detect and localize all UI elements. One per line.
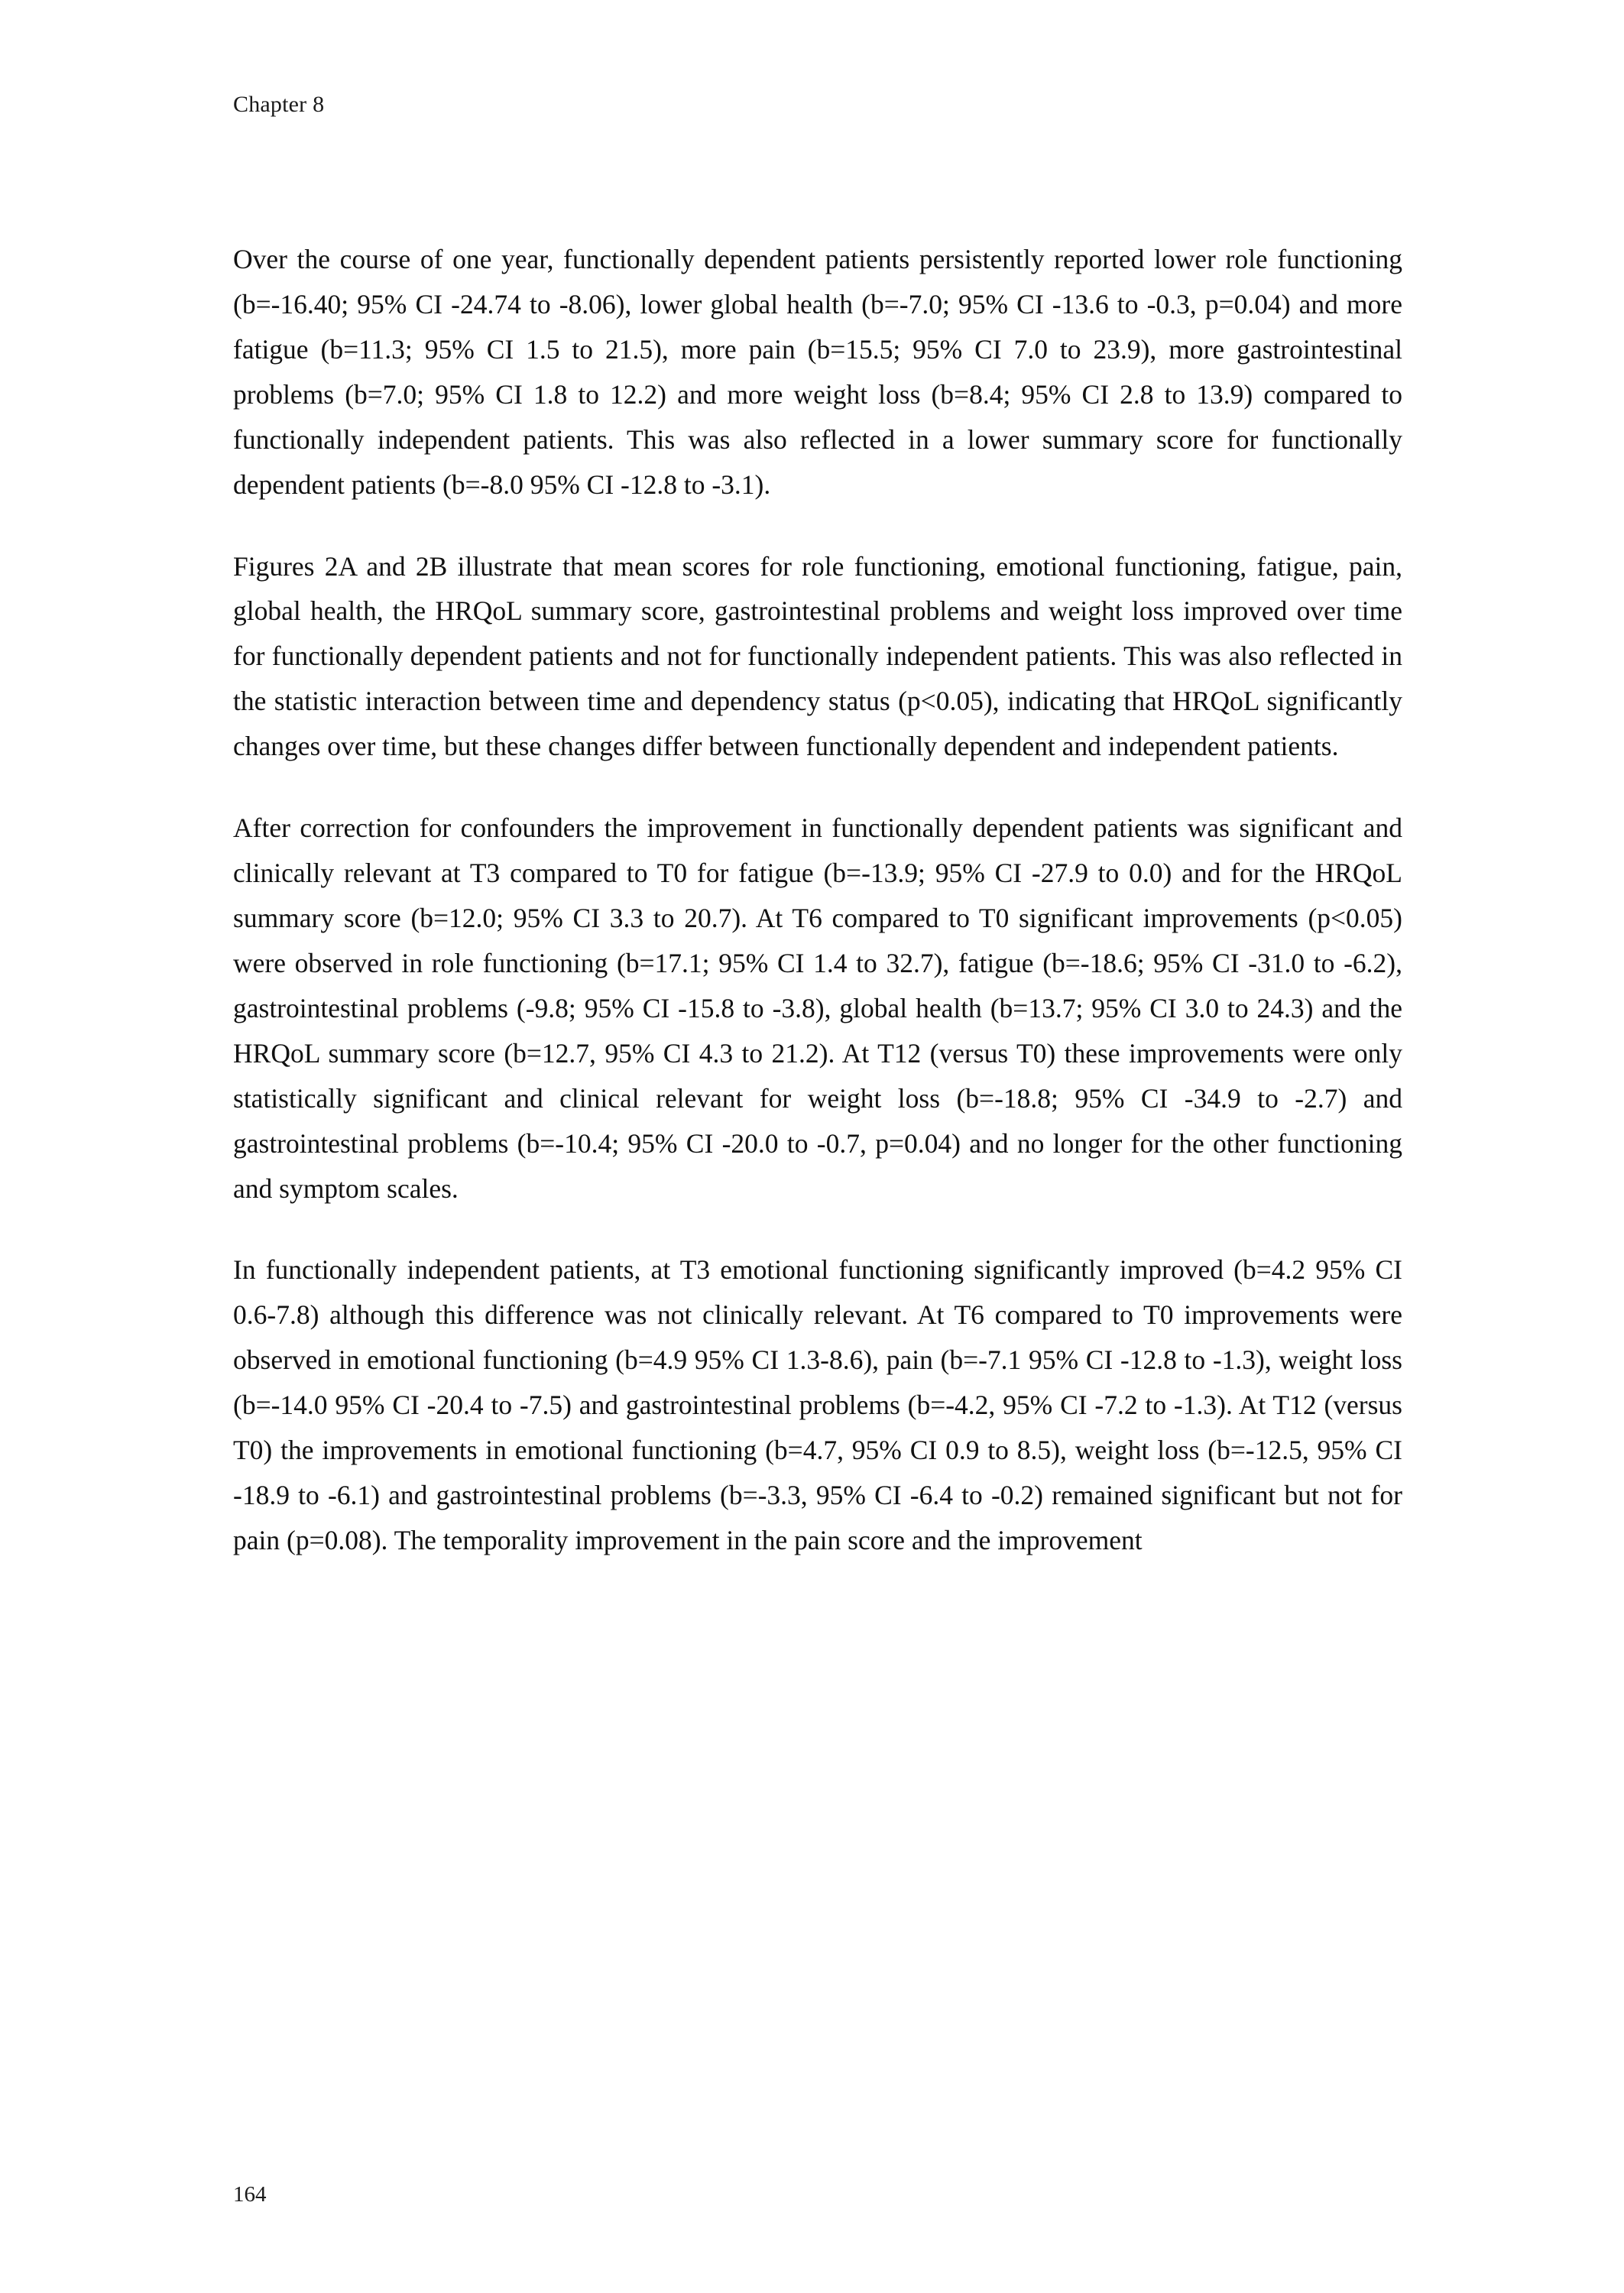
paragraph: Figures 2A and 2B illustrate that mean scores for role functioning, emotional functioning, fatigue, pain, global health, the HRQoL summary score, gastrointestinal problems and weight loss improved over time for functionally dependent patients and not for functionally independent patients. This was also reflected in the statistic interaction between time and dependency status (p<0.05), indicating that HRQoL significantly changes over time, but these changes differ between functionally dependent and independent patients. [233, 550, 1402, 762]
paragraph: In functionally independent patients, at T3 emotional functioning significantly improved (b=4.2 95% CI 0.6-7.8) although this difference was not clinically relevant. At T6 compared to T0 improvements were observed in emotional functioning (b=4.9 95% CI 1.3-8.6), pain (b=-7.1 95% CI -12.8 to -1.3), weight loss (b=-14.0 95% CI -20.4 to -7.5) and gastrointestinal problems (b=-4.2, 95% CI -7.2 to -1.3). At T12 (versus T0) the improvements in emotional functioning (b=4.7, 95% CI 0.9 to 8.5), weight loss (b=-12.5, 95% CI -18.9 to -6.1) and gastrointestinal problems (b=-3.3, 95% CI -6.4 to -0.2) remained significant but not for pain (p=0.08). The temporality improvement in the pain score and the improvement [233, 1254, 1402, 1555]
paragraph: Over the course of one year, functionally dependent patients persistently reported lower role functioning (b=-16.40; 95% CI -24.74 to -8.06), lower global health (b=-7.0; 95% CI -13.6 to -0.3, p=0.04) and more fatigue (b=11.3; 95% CI 1.5 to 21.5), more pain (b=15.5; 95% CI 7.0 to 23.9), more gastrointestinal problems (b=7.0; 95% CI 1.8 to 12.2) and more weight loss (b=8.4; 95% CI 2.8 to 13.9) compared to functionally independent patients. This was also reflected in a lower summary score for functionally dependent patients (b=-8.0 95% CI -12.8 to -3.1). [233, 244, 1402, 500]
body-text-column [233, 237, 1402, 1563]
paragraph: After correction for confounders the improvement in functionally dependent patients was significant and clinically relevant at T3 compared to T0 for fatigue (b=-13.9; 95% CI -27.9 to 0.0) and for the HRQoL summary score (b=12.0; 95% CI 3.3 to 20.7). At T6 compared to T0 significant improvements (p<0.05) were observed in role functioning (b=17.1; 95% CI 1.4 to 32.7), fatigue (b=-18.6; 95% CI -31.0 to -6.2), gastrointestinal problems (-9.8; 95% CI -15.8 to -3.8), global health (b=13.7; 95% CI 3.0 to 24.3) and the HRQoL summary score (b=12.7, 95% CI 4.3 to 21.2). At T12 (versus T0) these improvements were only statistically significant and clinical relevant for weight loss (b=-18.8; 95% CI -34.9 to -2.7) and gastrointestinal problems (b=-10.4; 95% CI -20.0 to -0.7, p=0.04) and no longer for the other functioning and symptom scales. [233, 812, 1402, 1204]
page-number: 164 [233, 2182, 267, 2207]
running-head-chapter: Chapter 8 [233, 92, 325, 117]
